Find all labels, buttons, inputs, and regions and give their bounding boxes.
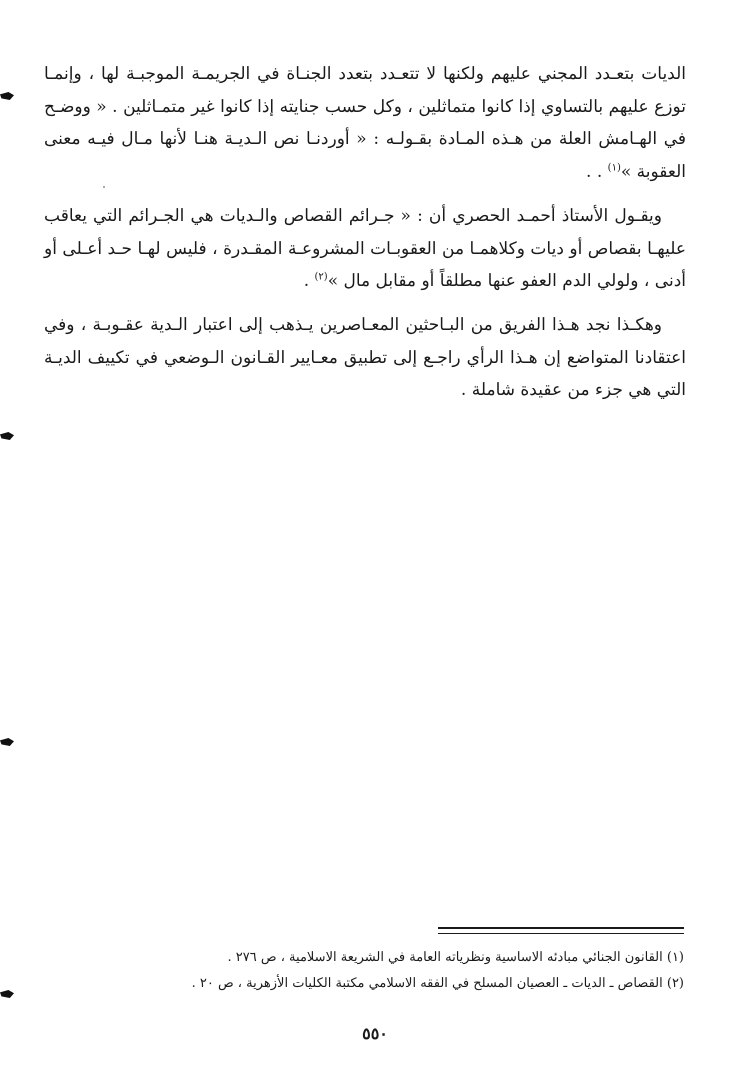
margin-mark	[0, 432, 14, 440]
paragraph-text: الديات بتعـدد المجني عليهم ولكنها لا تتعـدد بتعدد الجنـاة في الجريمـة الموجبـة لها ، وإنمـا توزع عليهم بالتساوي إذا كانوا متماثلين ، وكل حسب جنايته إذا كانوا غير متمـاثلين . « ووضـح في الهـامش العلة من هـذه المـادة بقـولـه : « أوردنـا نص الـديـة هنـا لأنها مـال فيـه معنى العقوبة »	[44, 64, 686, 182]
paragraph-text: وهكـذا نجد هـذا الفريق من البـاحثين المعـاصرين يـذهب إلى اعتبار الـدية عقـوبـة ، وفي اعتقادنا المتواضع إن هـذا الرأي راجـع إلى تطبيق معـايير القـانون الـوضعي في تكييف الديـة التي هي جزء من عقيدة شاملة .	[44, 315, 686, 400]
footnote-separator	[438, 933, 684, 934]
page-number: ٥٥٠	[362, 1024, 388, 1043]
footnote-reference: (٢)	[314, 271, 328, 283]
footnotes	[44, 945, 684, 997]
body-paragraph-3	[44, 309, 686, 407]
body-paragraph-1	[44, 58, 686, 188]
margin-mark	[0, 92, 14, 100]
body-paragraph-2	[44, 200, 686, 298]
footnote-reference: (١)	[607, 161, 621, 173]
footnote-1: (١) القانون الجنائي مبادئه الاساسية ونظرياته العامة في الشريعة الاسلامية ، ص ٢٧٦ .	[227, 950, 684, 965]
margin-mark	[0, 738, 14, 746]
paragraph-tail: . .	[586, 161, 608, 182]
paragraph-tail: .	[303, 271, 315, 291]
margin-mark	[0, 990, 14, 998]
paragraph-text: ويقـول الأستاذ أحمـد الحصري أن : « جـرائم القصاص والـديات هي الجـرائم التي يعاقب عليهـا بقصاص أو ديات وكلاهمـا من العقوبـات المشروعـة المقـدرة ، فليس لهـا حـد أعـلى أو أدنى ، ولولي الدم العفو عنها مطلقاً أو مقابل مال »	[44, 206, 686, 291]
footnote-2: (٢) القصاص ـ الديات ـ العصيان المسلح في الفقه الاسلامي مكتبة الكليات الأزهرية ، ص ٢٠ .	[191, 976, 684, 991]
footnote-separator	[438, 927, 684, 929]
